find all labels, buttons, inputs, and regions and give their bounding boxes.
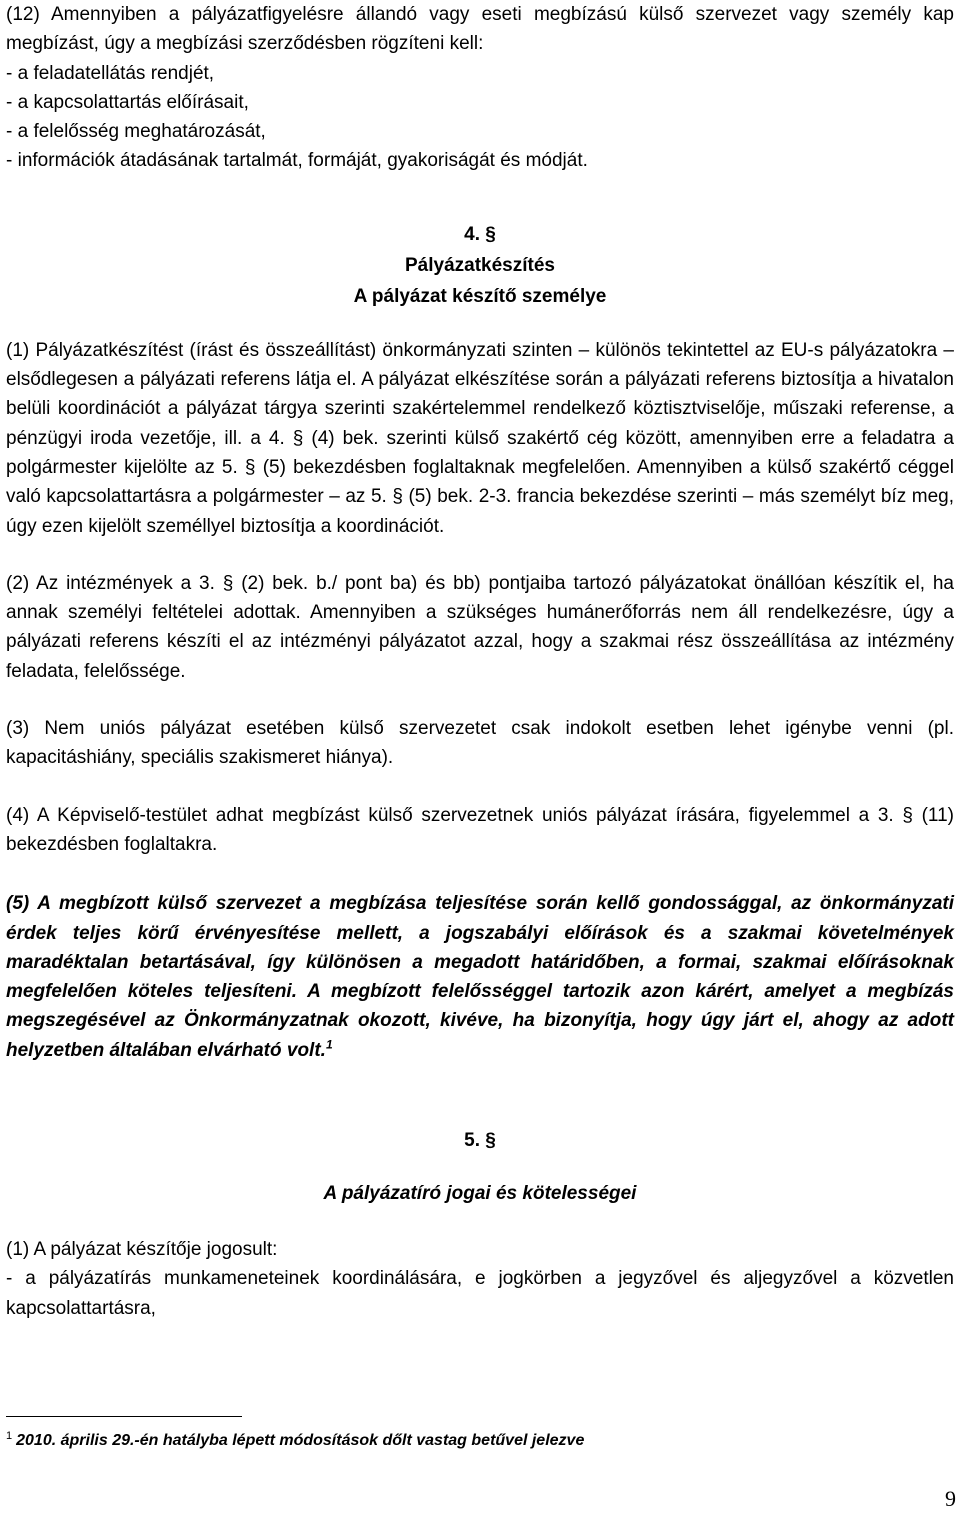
list-item: - a feladatellátás rendjét, <box>6 62 215 84</box>
page-number: 9 <box>945 1486 956 1511</box>
section-5-list-item: - a pályázatírás munkameneteinek koordinálására, e jogkörben a jegyzővel és aljegyzővel a közvetlen kapcsolattartásra, <box>6 1268 954 1319</box>
section-4-number: 4. § <box>464 223 496 245</box>
section-5-number: 5. § <box>464 1130 496 1152</box>
paragraph-12-intro: (12) Amennyiben a pályázatfigyelésre állandó vagy eseti megbízású külső szervezet vagy személy kap megbízást, úgy a megbízási szerződésben rögzíteni kell: <box>6 4 954 55</box>
section-4-subtitle: A pályázat készítő személye <box>353 285 607 307</box>
document-page <box>6 0 954 1323</box>
section-5-title: A pályázatíró jogai és kötelességei <box>323 1183 637 1205</box>
section-4-paragraph-2: (2) Az intézmények a 3. § (2) bek. b./ pont ba) és bb) pontjaiba tartozó pályázatokat önállóan készítik el, ha annak személyi feltételei adottak. Amennyiben a szükséges humánerőforrás nem áll rendelkezésre, úgy a pályázati referens készíti el az intézményi pályázatot azzal, hogy a szakmai rész összeállítása az intézmény feladata, felelőssége. <box>6 572 954 682</box>
footnote-text: 2010. április 29.-én hatályba lépett módosítások dőlt vastag betűvel jelezve <box>16 1432 585 1449</box>
section-4-paragraph-4: (4) A Képviselő-testület adhat megbízást külső szervezetnek uniós pályázat írására, figyelemmel a 3. § (11) bekezdésben foglaltakra. <box>6 804 954 855</box>
list-item: - a kapcsolattartás előírásait, <box>6 91 249 113</box>
section-4-paragraph-3: (3) Nem uniós pályázat esetében külső szervezetet csak indokolt esetben lehet igénybe venni (pl. kapacitáshiány, speciális szakismeret hiánya). <box>6 718 954 769</box>
section-4-paragraph-5-text: (5) A megbízott külső szervezet a megbízása teljesítése során kellő gondossággal, az önkormányzati érdek teljes körű érvényesítése mellett, a jogszabályi előírások és a szakmai követelmények maradéktalan betartásával, így különösen a megadott határidőben, a formai, szakmai előírásoknak megfelelően köteles teljesíteni. A megbízott felelősséggel tartozik azon kárért, amelyet a megbízás megszegésével az Önkormányzatnak okozott, kivéve, ha bizonyítja, hogy úgy járt el, ahogy az adott helyzetben általában elvárható volt. <box>6 893 954 1061</box>
section-4-paragraph-1: (1) Pályázatkészítést (írást és összeállítást) önkormányzati szinten – különös tekintettel az EU-s pályázatokra – elsődlegesen a pályázati referens látja el. A pályázat elkészítése során a pályázati referens biztosítja a hivatalon belüli koordinációt a pályázat tárgya szerinti szakértelemmel rendelkező köztisztviselője, műszaki referense, a pénzügyi iroda vezetője, ill. a 4. § (4) bek. szerinti külső szakértő cég között, amennyiben erre a feladatra a polgármester kijelölte az 5. § (5) bekezdésben foglaltaknak megfelelően. Amennyiben a külső szakértő céggel való kapcsolattartásra a polgármester – az 5. § (5) bek. 2-3. francia bekezdése szerinti – más személyt bíz meg, úgy ezen kijelölt személlyel biztosítja a koordinációt. <box>6 339 954 537</box>
list-item: - információk átadásának tartalmát, formáját, gyakoriságát és módját. <box>6 150 588 172</box>
section-5-paragraph-1: (1) A pályázat készítője jogosult: <box>6 1239 278 1261</box>
footnote-reference: 1 <box>325 1037 333 1052</box>
list-item: - a felelősség meghatározását, <box>6 121 266 143</box>
footnote <box>6 1426 584 1451</box>
paragraph-12 <box>6 0 954 176</box>
footnote-separator <box>6 1416 242 1417</box>
section-4-title: Pályázatkészítés <box>405 254 555 276</box>
section-4-paragraph-5 <box>6 889 954 1065</box>
footnote-number: 1 <box>6 1430 13 1442</box>
